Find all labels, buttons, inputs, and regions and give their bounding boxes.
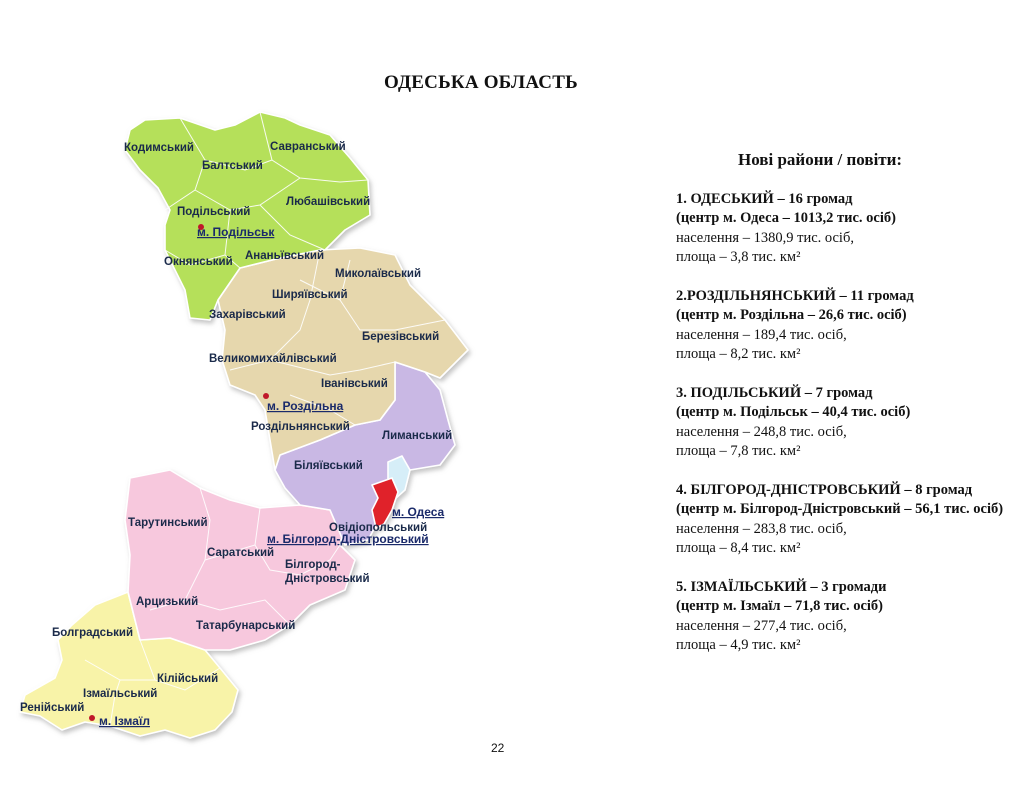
label-bilhorod-2: Дністровський (285, 573, 370, 585)
label-biliaivskyi: Біляївський (294, 460, 363, 472)
district-izmailskyi (676, 578, 1026, 656)
district-population: населення – 283,8 тис. осіб, (676, 520, 847, 537)
label-ovidiopolskyi: Овідіопольський (329, 522, 428, 534)
label-mykolaivskyi: Миколаївський (335, 268, 422, 280)
label-reniiskyi: Ренійський (20, 702, 85, 714)
district-center: (центр м. Роздільна – 26,6 тис. осіб) (676, 307, 907, 323)
district-name: 1. ОДЕСЬКИЙ – 16 громад (676, 190, 853, 207)
label-podilskyi: Подільський (177, 206, 251, 218)
label-tarutynskyi: Тарутинський (128, 517, 208, 529)
label-artsyzkyi: Арцизький (136, 596, 199, 608)
district-center: (центр м. Одеса – 1013,2 тис. осіб) (676, 210, 896, 226)
label-ananivskyi: Ананьївський (245, 250, 325, 262)
district-area: площа – 8,4 тис. км² (676, 540, 801, 556)
district-odeskyi (676, 190, 1026, 268)
region-odesa-city[interactable] (372, 478, 398, 528)
label-velykomykhailivskyi: Великомихайлівський (209, 353, 337, 365)
districts-panel (676, 150, 1026, 675)
district-area: площа – 7,8 тис. км² (676, 443, 801, 459)
district-center: (центр м. Білгород-Дністровський – 56,1 тис. осіб) (676, 501, 1004, 517)
district-podilskyi (676, 384, 1026, 462)
page-title: ОДЕСЬКА ОБЛАСТЬ (384, 72, 578, 93)
label-baltskyi: Балтський (202, 160, 263, 172)
label-bilhorod-1: Білгород- (285, 559, 341, 571)
label-liubashivskyi: Любашівський (286, 196, 371, 208)
label-saratskyi: Саратський (207, 547, 275, 559)
label-rozdilnianskyi: Роздільнянський (251, 421, 350, 433)
label-bolhradskyi: Болградський (52, 627, 134, 639)
district-population: населення – 248,8 тис. осіб, (676, 423, 847, 440)
district-population: населення – 189,4 тис. осіб, (676, 326, 847, 343)
label-oknianskyi: Окнянський (164, 256, 233, 268)
district-name: 5. ІЗМАЇЛЬСЬКИЙ – 3 громади (676, 578, 887, 595)
label-kiliiskyi: Кілійський (157, 673, 219, 685)
page-number: 22 (491, 741, 505, 755)
city-rozdilna: м. Роздільна (267, 399, 344, 413)
district-center: (центр м. Подільськ – 40,4 тис. осіб) (676, 404, 911, 420)
label-izmailskyi: Ізмаїльський (83, 688, 158, 700)
label-shyriaivskyi: Ширяївський (272, 289, 348, 301)
district-rozdilnianskyi (676, 287, 1026, 365)
label-berezivskyi: Березівський (362, 331, 440, 343)
izmail-city-marker (89, 715, 95, 721)
city-podilsk: м. Подільськ (197, 225, 275, 239)
district-population: населення – 277,4 тис. осіб, (676, 617, 847, 634)
district-name: 2.РОЗДІЛЬНЯНСЬКИЙ – 11 громад (676, 287, 914, 304)
district-center: (центр м. Ізмаїл – 71,8 тис. осіб) (676, 598, 884, 614)
label-ivanivskyi: Іванівський (321, 378, 388, 390)
district-area: площа – 3,8 тис. км² (676, 249, 801, 265)
label-tatarbunarskyi: Татарбунарський (196, 620, 296, 632)
district-name: 3. ПОДІЛЬСЬКИЙ – 7 громад (676, 384, 873, 401)
label-lymanskyi: Лиманський (382, 430, 453, 442)
city-izmail: м. Ізмаїл (99, 714, 150, 728)
legend-title: Нові райони / повіти: (738, 150, 903, 169)
district-area: площа – 8,2 тис. км² (676, 346, 801, 362)
district-name: 4. БІЛГОРОД-ДНІСТРОВСЬКИЙ – 8 громад (676, 481, 973, 498)
label-zakharivskyi: Захарівський (209, 309, 286, 321)
label-savranskyi: Савранський (270, 141, 346, 153)
city-odesa: м. Одеса (392, 505, 445, 519)
city-bilhorod-dnistrovskyi: м. Білгород-Дністровський (267, 532, 429, 546)
district-bilhorod-dnistrovskyi (676, 481, 1026, 559)
district-population: населення – 1380,9 тис. осіб, (676, 229, 854, 246)
district-area: площа – 4,9 тис. км² (676, 637, 801, 653)
label-kodymskyi: Кодимський (124, 142, 194, 154)
